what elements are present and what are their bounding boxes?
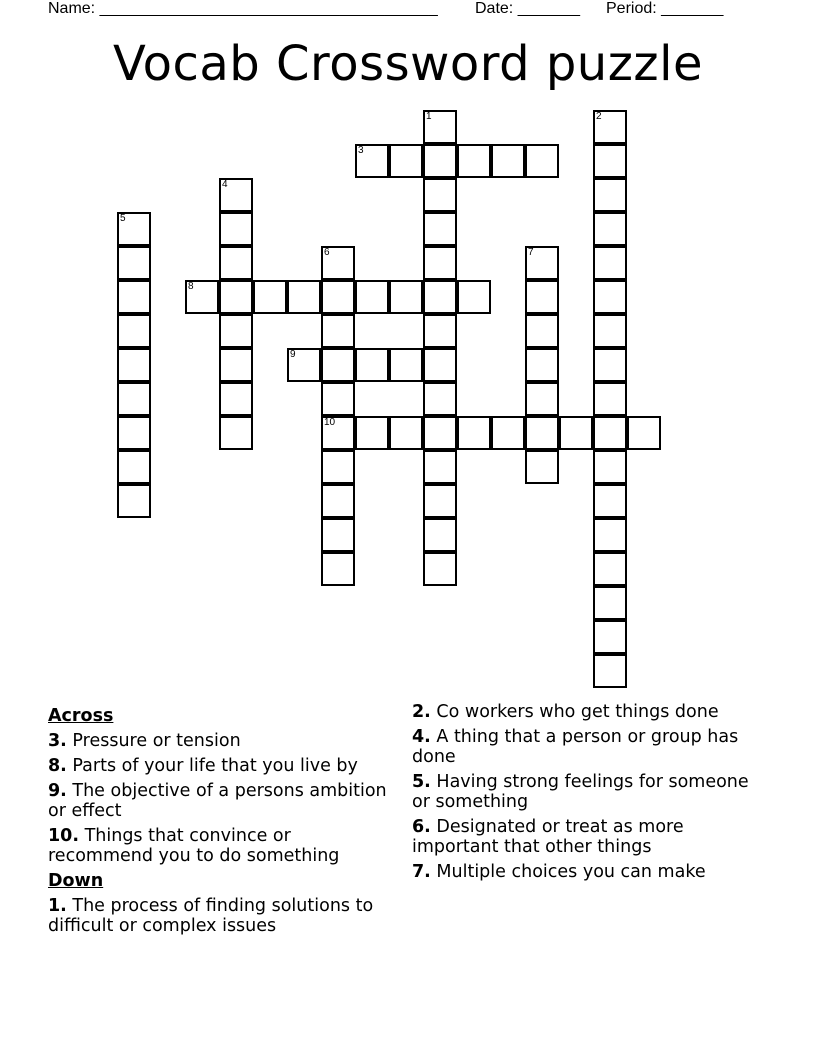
clue-across-3 — [48, 731, 393, 751]
crossword-cell — [321, 246, 355, 280]
clue-number: 2. — [412, 702, 431, 722]
crossword-cell — [389, 144, 423, 178]
page-title: Vocab Crossword puzzle — [113, 36, 703, 92]
crossword-cell — [593, 144, 627, 178]
name-field-label: Name: ______________________________________ — [48, 0, 438, 17]
clue-down-5 — [412, 772, 757, 812]
crossword-cell — [117, 382, 151, 416]
crossword-cell — [117, 246, 151, 280]
crossword-cell — [389, 416, 423, 450]
crossword-cell — [423, 552, 457, 586]
clue-text: The objective of a persons ambition or effect — [48, 781, 387, 821]
crossword-cell — [321, 450, 355, 484]
crossword-cell — [321, 518, 355, 552]
crossword-cell — [117, 212, 151, 246]
crossword-cell — [525, 450, 559, 484]
crossword-cell — [423, 518, 457, 552]
clues-column-right — [412, 702, 757, 887]
crossword-cell — [593, 178, 627, 212]
clues-column-left — [48, 702, 393, 941]
crossword-cell — [559, 416, 593, 450]
clue-number: 1. — [48, 896, 67, 916]
clue-number: 5. — [412, 772, 431, 792]
period-field-label: Period: _______ — [606, 0, 724, 17]
clue-number-label: 3 — [358, 145, 364, 156]
crossword-cell — [321, 382, 355, 416]
crossword-cell — [287, 280, 321, 314]
crossword-cell — [117, 280, 151, 314]
crossword-cell — [423, 110, 457, 144]
clue-number: 9. — [48, 781, 67, 801]
clue-down-2 — [412, 702, 757, 722]
crossword-cell — [593, 484, 627, 518]
crossword-cell — [321, 552, 355, 586]
clue-number-label: 10 — [324, 417, 336, 428]
clue-down-7 — [412, 862, 757, 882]
clue-text: A thing that a person or group has done — [412, 727, 739, 767]
crossword-cell — [593, 382, 627, 416]
clue-number: 10. — [48, 826, 80, 846]
crossword-cell — [321, 348, 355, 382]
crossword-cell — [117, 484, 151, 518]
crossword-cell — [423, 314, 457, 348]
crossword-cell — [219, 178, 253, 212]
crossword-cell — [321, 484, 355, 518]
clue-number-label: 5 — [120, 213, 126, 224]
crossword-cell — [525, 382, 559, 416]
crossword-cell — [423, 246, 457, 280]
crossword-cell — [593, 212, 627, 246]
clue-down-1 — [48, 896, 393, 936]
across-heading: Across — [48, 706, 114, 726]
crossword-cell — [525, 416, 559, 450]
crossword-cell — [117, 416, 151, 450]
clue-text: Co workers who get things done — [436, 702, 719, 722]
clue-text: Things that convince or recommend you to do something — [48, 826, 340, 866]
clue-down-6 — [412, 817, 757, 857]
crossword-cell — [389, 348, 423, 382]
clue-number: 4. — [412, 727, 431, 747]
clue-across-8 — [48, 756, 393, 776]
clue-number-label: 6 — [324, 247, 330, 258]
clue-number-label: 2 — [596, 111, 602, 122]
clue-number-label: 1 — [426, 111, 432, 122]
crossword-cell — [423, 416, 457, 450]
clue-number: 7. — [412, 862, 431, 882]
crossword-cell — [593, 654, 627, 688]
crossword-cell — [525, 280, 559, 314]
crossword-cell — [593, 450, 627, 484]
clue-number: 6. — [412, 817, 431, 837]
crossword-cell — [219, 348, 253, 382]
crossword-cell — [287, 348, 321, 382]
clue-number-label: 9 — [290, 349, 296, 360]
clue-text: Having strong feelings for someone or something — [412, 772, 749, 812]
clue-down-4 — [412, 727, 757, 767]
crossword-cell — [627, 416, 661, 450]
crossword-cell — [593, 518, 627, 552]
crossword-cell — [185, 280, 219, 314]
crossword-cell — [117, 348, 151, 382]
date-field-label: Date: _______ — [475, 0, 580, 17]
crossword-cell — [423, 212, 457, 246]
clue-text: Parts of your life that you live by — [72, 756, 358, 776]
crossword-cell — [457, 280, 491, 314]
crossword-cell — [423, 484, 457, 518]
crossword-cell — [525, 144, 559, 178]
clue-number: 3. — [48, 731, 67, 751]
clue-number-label: 7 — [528, 247, 534, 258]
crossword-cell — [219, 212, 253, 246]
clue-number-label: 4 — [222, 179, 228, 190]
clue-across-9 — [48, 781, 393, 821]
crossword-cell — [593, 110, 627, 144]
crossword-cell — [219, 314, 253, 348]
crossword-cell — [219, 280, 253, 314]
crossword-cell — [321, 416, 355, 450]
crossword-cell — [423, 450, 457, 484]
crossword-cell — [355, 144, 389, 178]
crossword-cell — [219, 416, 253, 450]
clue-across-10 — [48, 826, 393, 866]
crossword-cell — [593, 620, 627, 654]
crossword-cell — [423, 280, 457, 314]
crossword-cell — [321, 314, 355, 348]
crossword-cell — [593, 314, 627, 348]
clue-text: Multiple choices you can make — [436, 862, 706, 882]
crossword-cell — [423, 382, 457, 416]
crossword-cell — [593, 586, 627, 620]
crossword-cell — [117, 314, 151, 348]
crossword-cell — [389, 280, 423, 314]
crossword-cell — [355, 280, 389, 314]
crossword-cell — [321, 280, 355, 314]
crossword-cell — [525, 348, 559, 382]
crossword-cell — [491, 416, 525, 450]
crossword-cell — [117, 450, 151, 484]
crossword-cell — [423, 178, 457, 212]
clue-text: Designated or treat as more important that other things — [412, 817, 684, 857]
crossword-cell — [593, 246, 627, 280]
crossword-cell — [253, 280, 287, 314]
crossword-cell — [593, 416, 627, 450]
crossword-cell — [219, 382, 253, 416]
crossword-cell — [593, 280, 627, 314]
crossword-cell — [525, 246, 559, 280]
crossword-cell — [355, 416, 389, 450]
crossword-cell — [423, 144, 457, 178]
crossword-cell — [219, 246, 253, 280]
crossword-cell — [593, 348, 627, 382]
crossword-cell — [423, 348, 457, 382]
clue-number: 8. — [48, 756, 67, 776]
crossword-cell — [525, 314, 559, 348]
crossword-cell — [457, 416, 491, 450]
clue-text: Pressure or tension — [72, 731, 241, 751]
down-heading: Down — [48, 871, 104, 891]
crossword-cell — [491, 144, 525, 178]
clue-text: The process of finding solutions to difficult or complex issues — [48, 896, 374, 936]
crossword-cell — [457, 144, 491, 178]
crossword-cell — [355, 348, 389, 382]
crossword-cell — [593, 552, 627, 586]
clue-number-label: 8 — [188, 281, 194, 292]
